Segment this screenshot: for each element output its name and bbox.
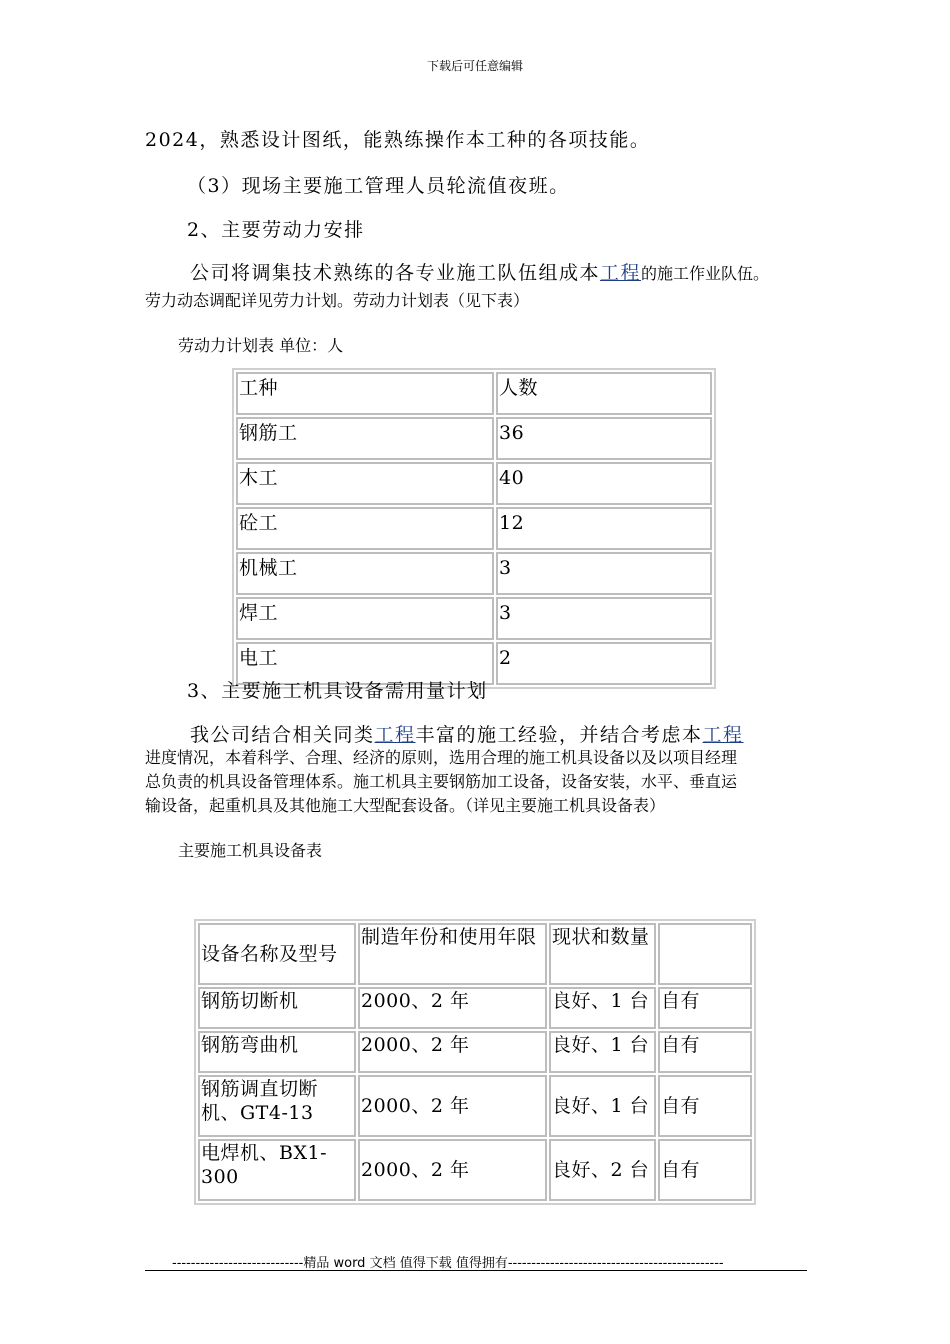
paragraph-skills: 2024，熟悉设计图纸，能熟练操作本工种的各项技能。 [145, 129, 651, 151]
table-cell: 自有 [658, 1139, 752, 1201]
equipment-table-caption: 主要施工机具设备表 [178, 841, 323, 860]
table-row [236, 462, 712, 505]
table-header-row [236, 372, 712, 415]
table-header-cell: 现状和数量 [549, 923, 656, 985]
table-cell: 机械工 [236, 552, 494, 595]
table-cell: 12 [496, 507, 712, 550]
paragraph-equipment-intro-text-a: 我公司结合相关同类 [190, 724, 375, 746]
project-link[interactable]: 工程 [374, 724, 416, 746]
table-header-cell: 工种 [236, 372, 494, 415]
table-cell: 2000、2 年 [358, 1139, 547, 1201]
table-cell: 自有 [658, 1075, 752, 1137]
labor-plan-table [232, 368, 716, 689]
table-cell: 3 [496, 552, 712, 595]
table-cell: 40 [496, 462, 712, 505]
paragraph-equipment-line2: 进度情况，本着科学、合理、经济的原则，选用合理的施工机具设备以及以项目经理 [145, 748, 738, 767]
table-row [198, 1139, 752, 1201]
project-link[interactable]: 工程 [600, 262, 642, 284]
table-row [236, 507, 712, 550]
table-cell: 良好、1 台 [549, 1075, 656, 1137]
table-cell: 2000、2 年 [358, 1031, 547, 1073]
table-cell: 良好、1 台 [549, 987, 656, 1029]
table-cell: 自有 [658, 987, 752, 1029]
table-cell: 木工 [236, 462, 494, 505]
table-cell: 自有 [658, 1031, 752, 1073]
paragraph-labor-intro [190, 258, 769, 285]
table-row [236, 417, 712, 460]
labor-table-caption: 劳动力计划表 单位：人 [178, 336, 344, 355]
paragraph-equipment-line3: 总负责的机具设备管理体系。施工机具主要钢筋加工设备，设备安装，水平、垂直运 [145, 772, 738, 791]
table-header-cell [658, 923, 752, 985]
paragraph-labor-intro-text-b: 的施工作业队伍。 [641, 264, 770, 283]
table-cell: 2000、2 年 [358, 1075, 547, 1137]
section-heading-equipment: 3、主要施工机具设备需用量计划 [187, 680, 488, 702]
table-header-cell: 人数 [496, 372, 712, 415]
table-cell: 良好、2 台 [549, 1139, 656, 1201]
section-heading-labor: 2、主要劳动力安排 [187, 219, 365, 241]
paragraph-equipment-intro-text-b: 丰富的施工经验，并结合考虑本 [415, 724, 703, 746]
paragraph-equipment-line4: 输设备，起重机具及其他施工大型配套设备。（详见主要施工机具设备表） [145, 796, 666, 815]
table-row [198, 987, 752, 1029]
table-cell: 砼工 [236, 507, 494, 550]
table-cell: 2 [496, 642, 712, 685]
table-cell: 电焊机、BX1-300 [198, 1139, 356, 1201]
page-footer: ----------------------------精品 word 文档 值得下载 值得拥有---------------------------------------------- [172, 1256, 724, 1271]
table-row [236, 597, 712, 640]
paragraph-labor-intro-text-a: 公司将调集技术熟练的各专业施工队伍组成本 [190, 262, 601, 284]
table-cell: 焊工 [236, 597, 494, 640]
table-header-cell: 设备名称及型号 [198, 923, 356, 985]
table-cell: 2000、2 年 [358, 987, 547, 1029]
page-header: 下载后可任意编辑 [426, 59, 523, 73]
table-cell: 钢筋切断机 [198, 987, 356, 1029]
table-cell: 钢筋调直切断机、GT4-13 [198, 1075, 356, 1137]
table-cell: 3 [496, 597, 712, 640]
table-row [198, 1031, 752, 1073]
project-link[interactable]: 工程 [702, 724, 744, 746]
table-row [198, 1075, 752, 1137]
table-row [236, 552, 712, 595]
table-cell: 钢筋弯曲机 [198, 1031, 356, 1073]
footer-divider [145, 1270, 807, 1271]
table-header-row [198, 923, 752, 985]
paragraph-labor-intro-line2: 劳力动态调配详见劳力计划。劳动力计划表（见下表） [145, 291, 530, 310]
paragraph-equipment-intro [190, 720, 744, 747]
paragraph-night-shift: （3）现场主要施工管理人员轮流值夜班。 [187, 175, 570, 197]
table-header-cell: 制造年份和使用年限 [358, 923, 547, 985]
table-cell: 良好、1 台 [549, 1031, 656, 1073]
equipment-table [194, 919, 756, 1205]
table-cell: 钢筋工 [236, 417, 494, 460]
table-cell: 电工 [236, 642, 494, 685]
table-cell: 36 [496, 417, 712, 460]
